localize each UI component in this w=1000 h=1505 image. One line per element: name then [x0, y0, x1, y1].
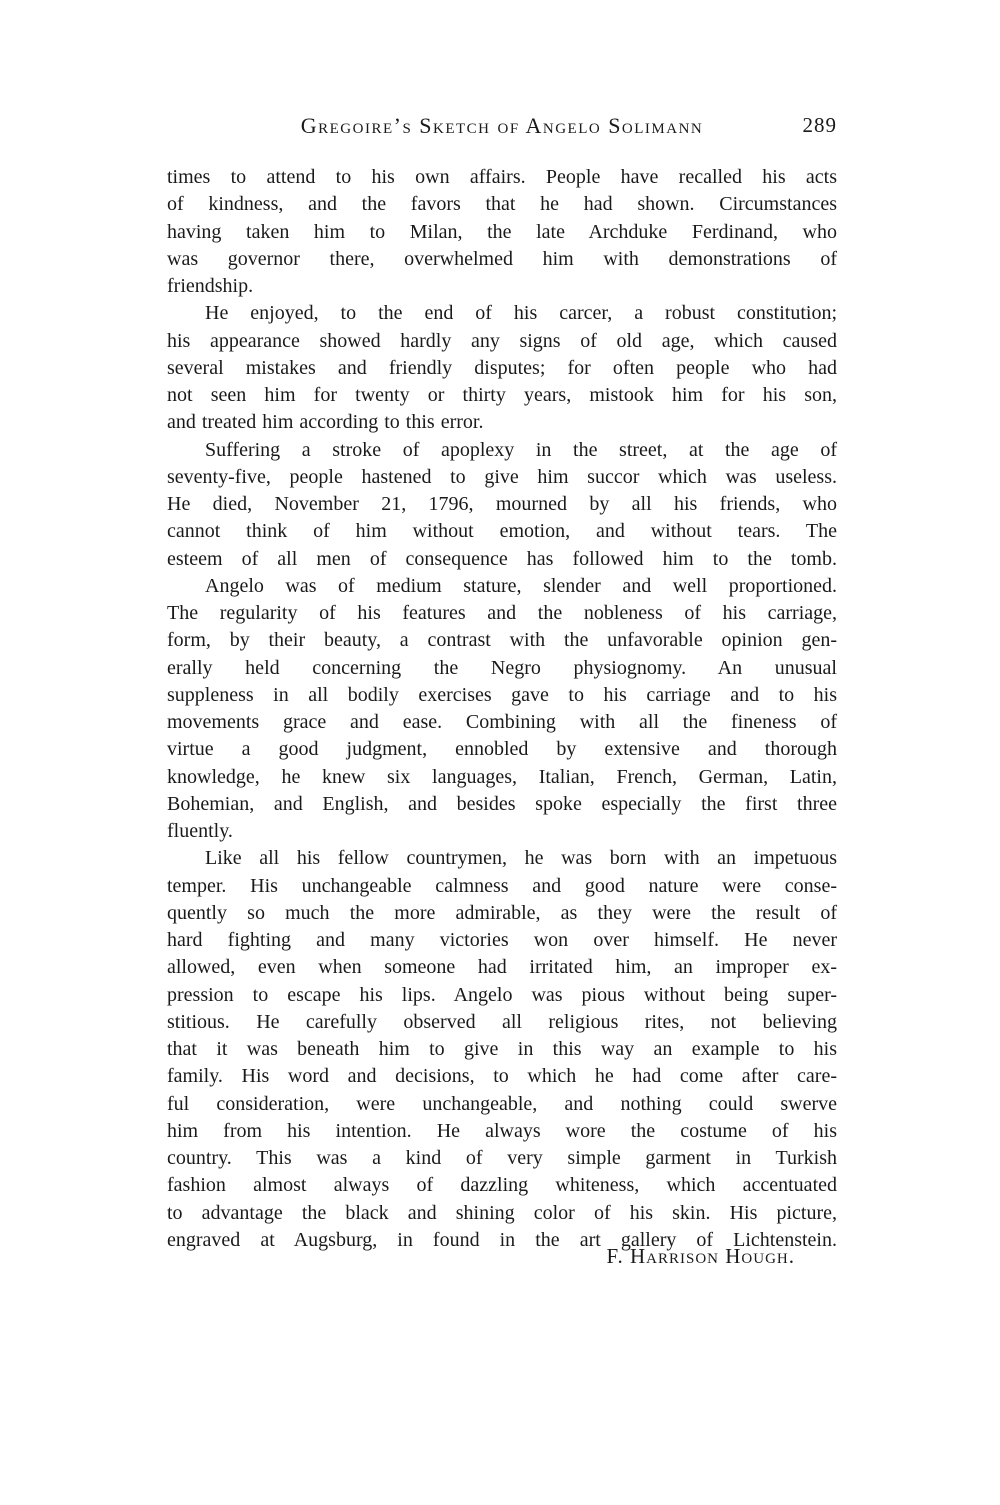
text-line: Bohemian, and English, and besides spoke especially the first three: [167, 792, 837, 815]
text-line: and treated him according to this error.: [167, 411, 484, 434]
text-line: movements grace and ease. Combining with all the fineness of: [167, 711, 837, 733]
paragraph: [167, 300, 837, 436]
text-line: him from his intention. He always wore the costume of his: [167, 1119, 837, 1142]
running-head: [167, 113, 837, 143]
text-line: family. His word and decisions, to which he had come after care-: [167, 1065, 837, 1088]
text-line: not seen him for twenty or thirty years, mistook him for his son,: [167, 384, 837, 406]
text-line: was governor there, overwhelmed him with demonstrations of: [167, 247, 837, 270]
text-line: The regularity of his features and the nobleness of his carriage,: [167, 602, 837, 624]
author-signature: F. Harrison Hough.: [606, 1244, 795, 1268]
text-line: knowledge, he knew six languages, Italian, French, German, Latin,: [167, 765, 837, 788]
text-line: country. This was a kind of very simple garment in Turkish: [167, 1147, 837, 1169]
text-line: pression to escape his lips. Angelo was pious without being super-: [167, 983, 837, 1006]
text-line: He died, November 21, 1796, mourned by all his friends, who: [167, 493, 837, 515]
text-line: times to attend to his own affairs. People have recalled his acts: [167, 166, 837, 188]
text-line: of kindness, and the favors that he had shown. Circumstances: [167, 193, 837, 216]
page-number: 289: [802, 113, 837, 137]
text-line: to advantage the black and shining color of his skin. His picture,: [167, 1201, 837, 1224]
running-title: Gregoire’s Sketch of Angelo Solimann: [300, 113, 704, 138]
text-line: seventy-five, people hastened to give him succor which was useless.: [167, 465, 837, 488]
article-text: [167, 164, 837, 1254]
text-line: virtue a good judgment, ennobled by extensive and thorough: [167, 738, 837, 761]
text-line: suppleness in all bodily exercises gave to his carriage and to his: [167, 683, 837, 706]
text-line: fashion almost always of dazzling whiteness, which accentuated: [167, 1174, 837, 1197]
text-line: Angelo was of medium stature, slender and well proportioned.: [205, 574, 837, 597]
text-line: friendship.: [167, 275, 254, 297]
text-line: Like all his fellow countrymen, he was born with an impetuous: [205, 847, 837, 870]
text-line: Suffering a stroke of apoplexy in the street, at the age of: [205, 438, 837, 461]
text-line: his appearance showed hardly any signs of old age, which caused: [167, 329, 837, 352]
text-line: several mistakes and friendly disputes; for often people who had: [167, 356, 837, 379]
paragraph: [167, 845, 837, 1254]
text-line: allowed, even when someone had irritated him, an improper ex-: [167, 956, 837, 979]
text-line: ful consideration, were unchangeable, and nothing could swerve: [167, 1092, 837, 1115]
paragraph: [167, 164, 837, 300]
text-line: fluently.: [167, 820, 233, 842]
text-line: He enjoyed, to the end of his carcer, a robust constitution;: [205, 302, 837, 325]
text-line: temper. His unchangeable calmness and good nature were conse-: [167, 874, 837, 897]
text-line: quently so much the more admirable, as they were the result of: [167, 901, 837, 924]
paragraph: [167, 437, 837, 573]
text-line: erally held concerning the Negro physiognomy. An unusual: [167, 656, 837, 679]
text-line: esteem of all men of consequence has followed him to the tomb.: [167, 547, 837, 570]
text-line: cannot think of him without emotion, and without tears. The: [167, 520, 837, 543]
text-line: form, by their beauty, a contrast with the unfavorable opinion gen-: [167, 629, 837, 652]
text-line: engraved at Augsburg, in found in the art gallery of Lichtenstein.: [167, 1228, 837, 1251]
paragraph: [167, 573, 837, 846]
text-line: stitious. He carefully observed all religious rites, not believing: [167, 1010, 837, 1033]
text-line: having taken him to Milan, the late Archduke Ferdinand, who: [167, 220, 837, 243]
text-line: hard fighting and many victories won over himself. He never: [167, 929, 837, 951]
text-line: that it was beneath him to give in this way an example to his: [167, 1038, 837, 1060]
